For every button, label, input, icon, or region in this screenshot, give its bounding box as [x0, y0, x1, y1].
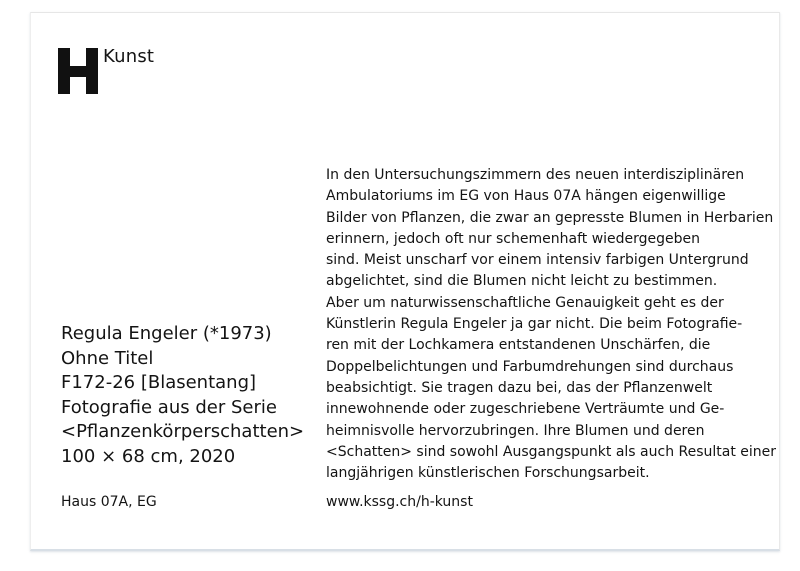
artwork-info [61, 322, 304, 469]
description-line: erinnern, jedoch oft nur schemenhaft wiedergegeben [326, 230, 701, 247]
description-text [326, 165, 777, 484]
description-line: innewohnende oder zugeschriebene Verträumte und Ge- [326, 401, 725, 418]
artwork-title: Ohne Titel [61, 347, 154, 369]
brand-label: Kunst [103, 46, 155, 67]
artwork-dimensions: 100 × 68 cm, 2020 [61, 445, 236, 467]
artist-name: Regula Engeler (*1973) [61, 323, 272, 344]
artwork-medium: Fotografie aus der Serie [61, 396, 277, 418]
description-line: heimnisvolle hervorzubringen. Ihre Blumen und deren [326, 422, 705, 439]
website-link[interactable]: www.kssg.ch/h-kunst [326, 494, 473, 510]
description-line: Künstlerin Regula Engeler ja gar nicht. Die beim Fotografie- [326, 316, 743, 333]
description-line: sind. Meist unscharf vor einem intensiv farbigen Untergrund [326, 252, 749, 269]
h-logo-icon [58, 48, 98, 94]
description-line: abgelichtet, sind die Blumen nicht leicht zu bestimmen. [326, 273, 718, 290]
description-line: Aber um naturwissenschaftliche Genauigkeit geht es der [326, 294, 724, 311]
artwork-number: F172-26 [Blasentang] [61, 372, 257, 393]
description-line: ren mit der Lochkamera entstandenen Unschärfen, die [326, 337, 711, 354]
artwork-series: <Pflanzenkörperschatten> [61, 421, 305, 442]
description-line: langjährigen künstlerischen Forschungsarbeit. [326, 465, 650, 482]
description-line: <Schatten> sind sowohl Ausgangspunkt als auch Resultat einer [326, 443, 777, 460]
description-line: In den Untersuchungszimmern des neuen interdisziplinären [326, 167, 745, 183]
description-line: beabsichtigt. Sie tragen dazu bei, das der Pflanzenwelt [326, 379, 713, 396]
location-label: Haus 07A, EG [61, 494, 157, 510]
description-line: Doppelbelichtungen und Farbumdrehungen sind durchaus [326, 358, 734, 375]
description-line: Bilder von Pflanzen, die zwar an gepresste Blumen in Herbarien [326, 209, 774, 226]
description-line: Ambulatoriums im EG von Haus 07A hängen eigenwillige [326, 188, 726, 205]
